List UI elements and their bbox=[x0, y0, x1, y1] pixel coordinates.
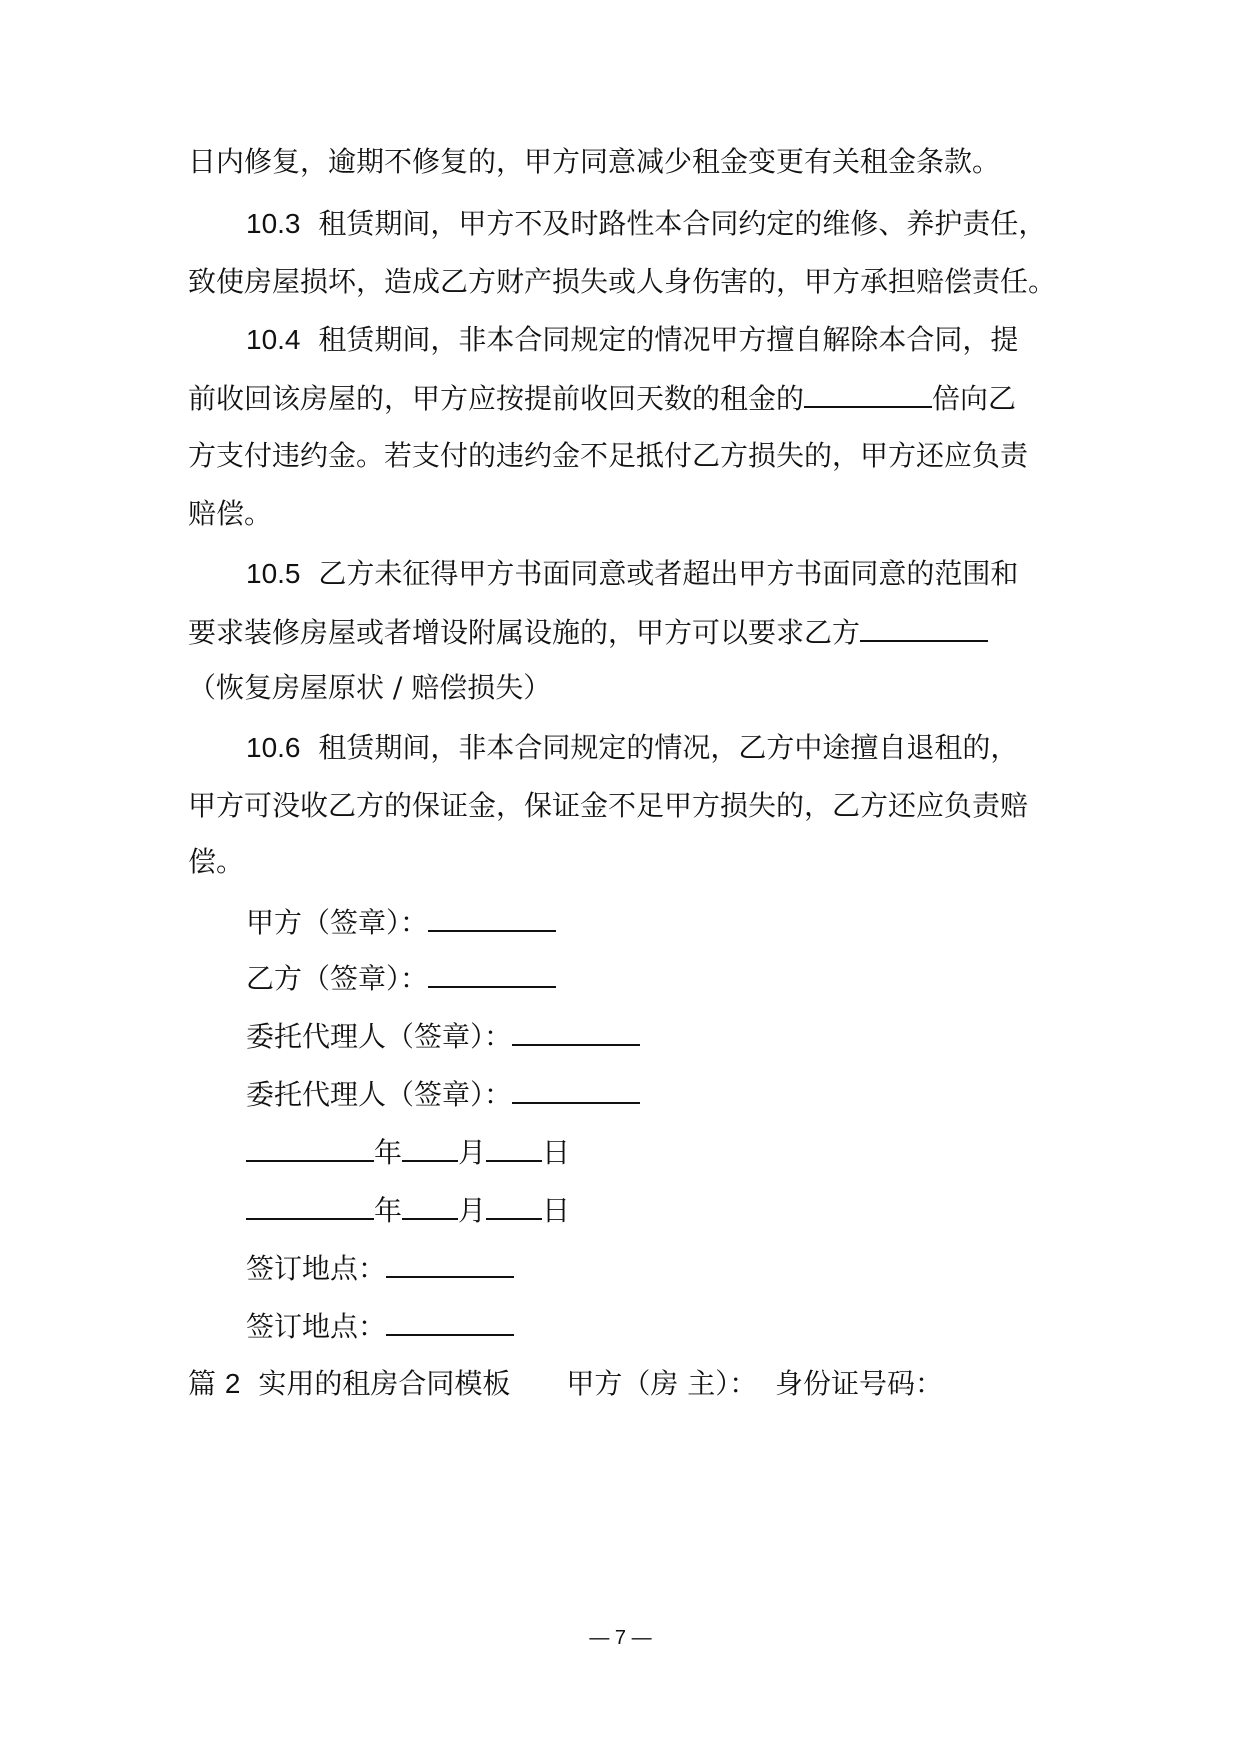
day-label: 日 bbox=[542, 1136, 571, 1169]
signature-blank[interactable] bbox=[428, 958, 556, 988]
text: 日内修复，逾期不修复的，甲方同意减少租金变更有关租金条款。 bbox=[188, 145, 1001, 178]
heading-title: 实用的租房合同模板 bbox=[258, 1367, 511, 1400]
text: 致使房屋损坏，造成乙方财产损失或人身伤害的，甲方承担赔偿责任。 bbox=[188, 265, 1057, 298]
paragraph-line bbox=[188, 842, 244, 882]
place-blank[interactable] bbox=[386, 1248, 514, 1278]
signature-agent-1 bbox=[246, 1016, 640, 1057]
day-blank[interactable] bbox=[486, 1190, 542, 1220]
paragraph-line bbox=[188, 612, 988, 653]
text: 要求装修房屋或者增设附属设施的，甲方可以要求乙方 bbox=[188, 616, 861, 649]
paragraph-line bbox=[188, 494, 272, 534]
year-label: 年 bbox=[374, 1136, 403, 1169]
text: 前收回该房屋的，甲方应按提前收回天数的租金的 bbox=[188, 382, 805, 415]
text: 倍向乙 bbox=[932, 382, 1017, 415]
clause-number: 10.3 bbox=[246, 208, 301, 239]
paragraph-line bbox=[188, 378, 1016, 419]
month-blank[interactable] bbox=[402, 1132, 458, 1162]
paragraph-line bbox=[188, 142, 1000, 182]
fill-blank[interactable] bbox=[860, 612, 988, 642]
text: 偿。 bbox=[188, 845, 245, 878]
paragraph-line bbox=[188, 786, 1028, 826]
year-label: 年 bbox=[374, 1194, 403, 1227]
text: 甲方可没收乙方的保证金，保证金不足甲方损失的，乙方还应负责赔 bbox=[188, 789, 1029, 822]
month-blank[interactable] bbox=[402, 1190, 458, 1220]
text: 租赁期间，非本合同规定的情况，乙方中途擅自退租的， bbox=[318, 731, 1019, 764]
clause-number: 10.4 bbox=[246, 324, 301, 355]
signature-label: 委托代理人（签章）： bbox=[246, 1020, 513, 1053]
clause-number: 10.5 bbox=[246, 558, 301, 589]
day-label: 日 bbox=[542, 1194, 571, 1227]
signing-place-1 bbox=[246, 1248, 514, 1289]
month-label: 月 bbox=[458, 1194, 487, 1227]
text: 赔偿。 bbox=[188, 497, 273, 530]
text: 租赁期间，非本合同规定的情况甲方擅自解除本合同，提 bbox=[318, 323, 1019, 356]
text: （恢复房屋原状 / 赔偿损失） bbox=[188, 671, 552, 704]
clause-number: 10.6 bbox=[246, 732, 301, 763]
signature-label: 甲方（签章）： bbox=[246, 906, 429, 939]
date-line-1 bbox=[246, 1132, 570, 1173]
day-blank[interactable] bbox=[486, 1132, 542, 1162]
place-label: 签订地点： bbox=[246, 1252, 387, 1285]
clause-10-5 bbox=[246, 554, 1018, 594]
landlord-label: 甲方（房 主）： bbox=[566, 1367, 758, 1400]
paragraph-line bbox=[188, 436, 1028, 476]
signature-blank[interactable] bbox=[512, 1016, 640, 1046]
month-label: 月 bbox=[458, 1136, 487, 1169]
text: 乙方未征得甲方书面同意或者超出甲方书面同意的范围和 bbox=[318, 557, 1019, 590]
clause-10-4 bbox=[246, 320, 1018, 360]
year-blank[interactable] bbox=[246, 1190, 374, 1220]
signature-blank[interactable] bbox=[428, 902, 556, 932]
place-blank[interactable] bbox=[386, 1306, 514, 1336]
text: 租赁期间，甲方不及时路性本合同约定的维修、养护责任， bbox=[318, 207, 1047, 240]
heading-prefix: 篇 bbox=[188, 1367, 217, 1400]
year-blank[interactable] bbox=[246, 1132, 374, 1162]
place-label: 签订地点： bbox=[246, 1310, 387, 1343]
clause-10-3 bbox=[246, 204, 1046, 244]
signature-party-b bbox=[246, 958, 556, 999]
date-line-2 bbox=[246, 1190, 570, 1231]
id-number-label: 身份证号码： bbox=[775, 1367, 944, 1400]
signature-party-a bbox=[246, 902, 556, 943]
text: 方支付违约金。若支付的违约金不足抵付乙方损失的，甲方还应负责 bbox=[188, 439, 1029, 472]
heading-number: 2 bbox=[224, 1368, 241, 1399]
signature-blank[interactable] bbox=[512, 1074, 640, 1104]
signature-agent-2 bbox=[246, 1074, 640, 1115]
fill-blank[interactable] bbox=[804, 378, 932, 408]
clause-10-6 bbox=[246, 728, 1018, 768]
section-heading bbox=[188, 1364, 943, 1404]
page-number: — 7 — bbox=[589, 1627, 652, 1649]
signature-label: 委托代理人（签章）： bbox=[246, 1078, 513, 1111]
paragraph-line bbox=[188, 668, 551, 708]
signing-place-2 bbox=[246, 1306, 514, 1347]
paragraph-line bbox=[188, 262, 1056, 302]
signature-label: 乙方（签章）： bbox=[246, 962, 429, 995]
